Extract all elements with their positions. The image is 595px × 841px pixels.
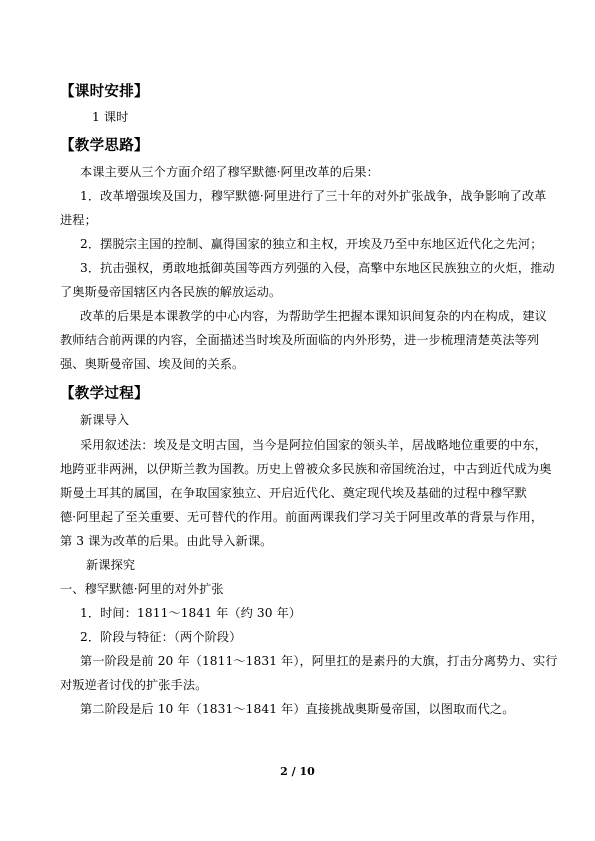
- paragraph-line: 采用叙述法：埃及是文明古国，当今是阿拉伯国家的领头羊，居战略地位重要的中东，: [80, 438, 547, 452]
- paragraph-line: 1．改革增强埃及国力，穆罕默德·阿里进行了三十年的对外扩张战争，战争影响了改革: [80, 189, 547, 203]
- section-heading-schedule: 【课时安排】: [60, 84, 149, 100]
- paragraph-line: 教师结合前两课的内容，全面描述当时埃及所面临的内外形势，进一步梳理清楚英法等列: [60, 333, 540, 347]
- section-heading-process: 【教学过程】: [60, 386, 149, 402]
- paragraph-line: 第一阶段是前 20 年（1811～1831 年），阿里扛的是素丹的大旗，打击分离势力、实行: [80, 654, 558, 668]
- paragraph-line: 德·阿里起了至关重要、无可替代的作用。前面两课我们学习关于阿里改革的背景与作用，: [60, 510, 544, 524]
- paragraph-line: 强、奥斯曼帝国、埃及间的关系。: [60, 357, 245, 371]
- paragraph-line: 本课主要从三个方面介绍了穆罕默德·阿里改革的后果：: [80, 165, 379, 179]
- subsection-title: 一、穆罕默德·阿里的对外扩张: [60, 582, 224, 596]
- schedule-text: 1 课时: [92, 110, 129, 124]
- paragraph-line: 1．时间：1811～1841 年（约 30 年）: [80, 606, 302, 620]
- paragraph-line: 改革的后果是本课教学的中心内容，为帮助学生把握本课知识间复杂的内在构成，建议: [80, 309, 547, 323]
- paragraph-line: 3．抗击强权，勇敢地抵御英国等西方列强的入侵，高擎中东地区民族独立的火炬，推动: [80, 261, 555, 275]
- page-number: 2 / 10: [280, 765, 315, 778]
- paragraph-line: 进程；: [60, 213, 97, 227]
- section-heading-approach: 【教学思路】: [60, 138, 149, 154]
- paragraph-line: 对叛逆者讨伐的扩张手法。: [60, 678, 208, 692]
- subheading-intro: 新课导入: [80, 413, 130, 427]
- paragraph-line: 2．摆脱宗主国的控制、赢得国家的独立和主权，开埃及乃至中东地区近代化之先河；: [80, 237, 543, 251]
- paragraph-line: 地跨亚非两洲，以伊斯兰教为国教。历史上曾被众多民族和帝国统治过，中古到近代成为奥: [60, 462, 552, 476]
- subheading-explore: 新课探究: [86, 558, 136, 572]
- paragraph-line: 斯曼土耳其的属国，在争取国家独立、开启近代化、奠定现代埃及基础的过程中穆罕默: [60, 486, 527, 500]
- paragraph-line: 了奥斯曼帝国辖区内各民族的解放运动。: [60, 285, 282, 299]
- paragraph-line: 第 3 课为改革的后果。由此导入新课。: [60, 534, 273, 548]
- paragraph-line: 第二阶段是后 10 年（1831～1841 年）直接挑战奥斯曼帝国，以图取而代之。: [80, 702, 515, 716]
- paragraph-line: 2．阶段与特征：（两个阶段）: [80, 630, 242, 644]
